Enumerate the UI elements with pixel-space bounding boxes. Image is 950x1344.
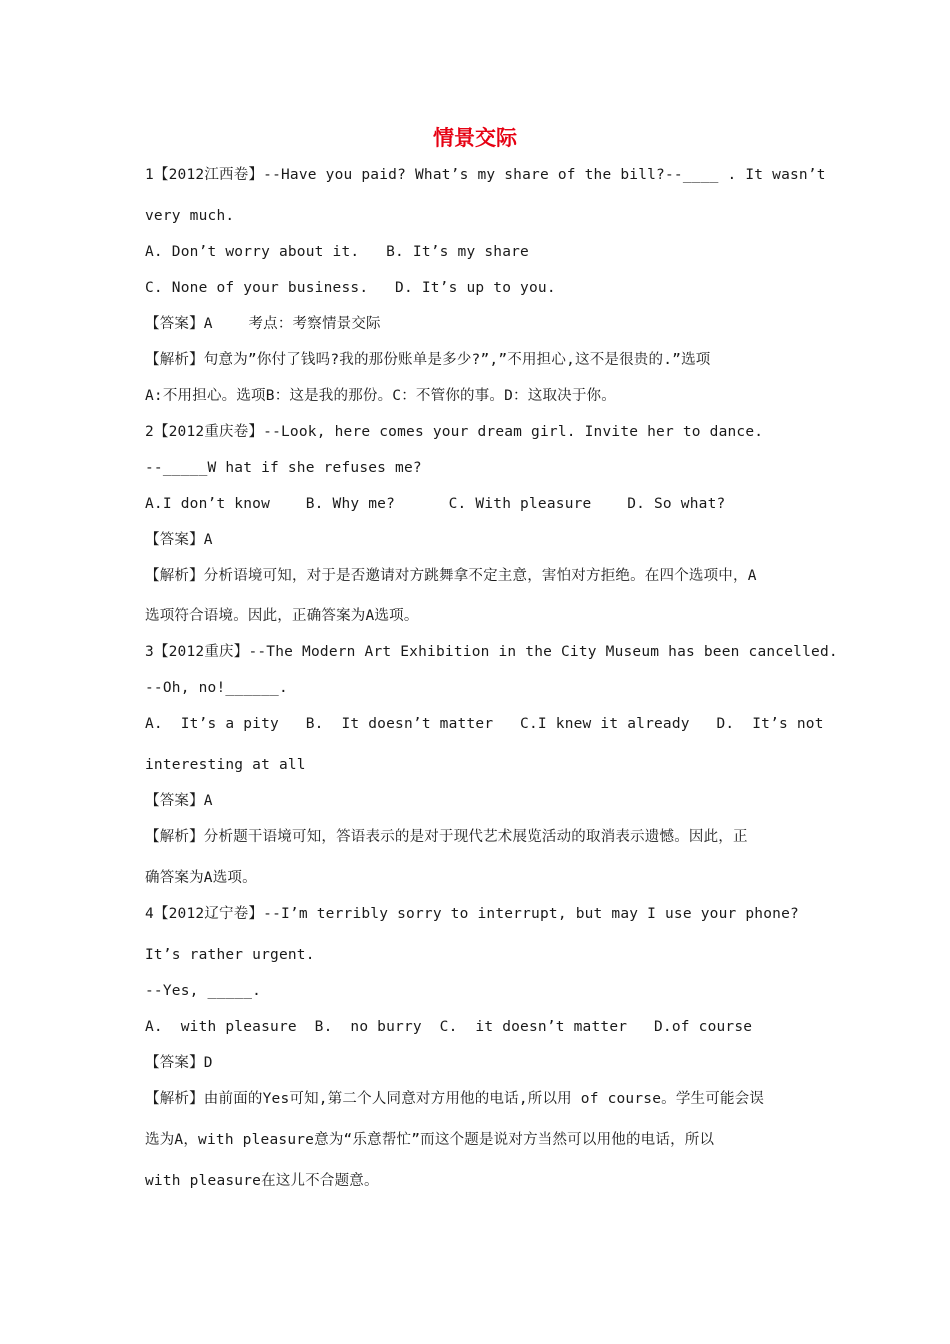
- text-line: 【解析】分析语境可知，对于是否邀请对方跳舞拿不定主意，害怕对方拒绝。在四个选项中，A: [145, 568, 757, 584]
- text-line: C. None of your business. D. It’s up to you.: [145, 280, 556, 296]
- text-line: 1【2012江西卷】--Have you paid? What’s my share of the bill?--____ . It wasn’t: [145, 167, 826, 183]
- text-line: 【答案】A: [145, 532, 213, 548]
- text-line: very much.: [145, 208, 235, 224]
- text-line: 选为A，with pleasure意为“乐意帮忙”而这个题是说对方当然可以用他的电话，所以: [145, 1132, 715, 1148]
- text-line: interesting at all: [145, 757, 306, 773]
- text-line: A.I don’t know B. Why me? C. With pleasure D. So what?: [145, 496, 726, 512]
- text-line: 【解析】句意为”你付了钱吗?我的那份账单是多少?”,”不用担心,这不是很贵的.”选项: [145, 352, 711, 368]
- text-line: A:不用担心。选项B：这是我的那份。C：不管你的事。D：这取决于你。: [145, 388, 616, 404]
- text-line: --_____W hat if she refuses me?: [145, 460, 422, 476]
- text-line: It’s rather urgent.: [145, 947, 315, 963]
- text-line: 2【2012重庆卷】--Look, here comes your dream girl. Invite her to dance.: [145, 424, 764, 440]
- text-line: 3【2012重庆】--The Modern Art Exhibition in the City Museum has been cancelled.: [145, 644, 838, 660]
- text-line: A. It’s a pity B. It doesn’t matter C.I knew it already D. It’s not: [145, 716, 824, 732]
- text-line: 4【2012辽宁卷】--I’m terribly sorry to interrupt, but may I use your phone?: [145, 906, 799, 922]
- page-title: 情景交际: [433, 126, 517, 150]
- text-line: 【答案】D: [145, 1055, 213, 1071]
- text-line: 【解析】分析题干语境可知，答语表示的是对于现代艺术展览活动的取消表示遗憾。因此，正: [145, 829, 748, 845]
- text-line: 【答案】A 考点：考察情景交际: [145, 316, 381, 332]
- text-line: --Oh, no!______.: [145, 680, 288, 696]
- text-line: 确答案为A选项。: [145, 870, 257, 886]
- text-line: A. Don’t worry about it. B. It’s my share: [145, 244, 529, 260]
- text-line: --Yes, _____.: [145, 983, 262, 999]
- text-line: 【答案】A: [145, 793, 213, 809]
- text-line: A. with pleasure B. no burry C. it doesn’t matter D.of course: [145, 1019, 753, 1035]
- text-line: 【解析】由前面的Yes可知,第二个人同意对方用他的电话,所以用 of course。学生可能会误: [145, 1091, 765, 1107]
- text-line: with pleasure在这儿不合题意。: [145, 1173, 379, 1189]
- text-line: 选项符合语境。因此，正确答案为A选项。: [145, 608, 419, 624]
